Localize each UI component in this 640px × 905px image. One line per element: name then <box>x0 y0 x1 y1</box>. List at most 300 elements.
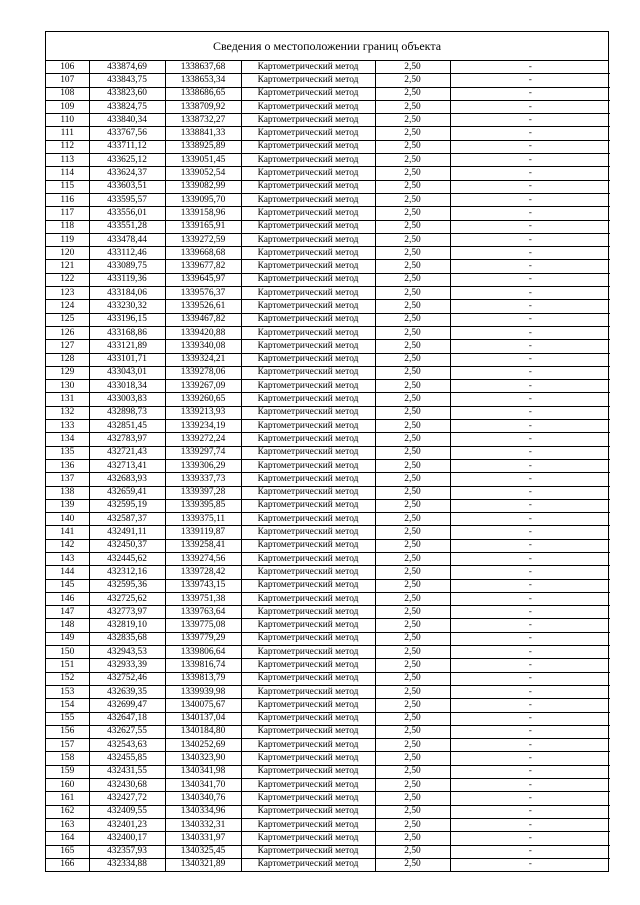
accuracy-cell: 2,50 <box>375 353 450 366</box>
point-number-cell: 160 <box>46 779 89 792</box>
accuracy-cell: 2,50 <box>375 406 450 419</box>
y-coordinate-cell: 1339165,91 <box>165 220 241 233</box>
table-row <box>46 685 610 698</box>
y-coordinate-cell: 1338653,34 <box>165 74 241 87</box>
y-coordinate-cell: 1339743,15 <box>165 579 241 592</box>
accuracy-cell: 2,50 <box>375 167 450 180</box>
description-cell: - <box>450 845 610 858</box>
y-coordinate-cell: 1339119,87 <box>165 526 241 539</box>
point-number-cell: 116 <box>46 193 89 206</box>
description-cell: - <box>450 513 610 526</box>
point-number-cell: 166 <box>46 858 89 871</box>
method-cell: Картометрический метод <box>241 646 375 659</box>
accuracy-cell: 2,50 <box>375 526 450 539</box>
point-number-cell: 153 <box>46 685 89 698</box>
method-cell: Картометрический метод <box>241 592 375 605</box>
point-number-cell: 132 <box>46 406 89 419</box>
y-coordinate-cell: 1339052,54 <box>165 167 241 180</box>
table-row <box>46 180 610 193</box>
y-coordinate-cell: 1339297,74 <box>165 446 241 459</box>
point-number-cell: 118 <box>46 220 89 233</box>
x-coordinate-cell: 433551,28 <box>89 220 165 233</box>
y-coordinate-cell: 1340325,45 <box>165 845 241 858</box>
y-coordinate-cell: 1339576,37 <box>165 287 241 300</box>
method-cell: Картометрический метод <box>241 420 375 433</box>
table-row <box>46 672 610 685</box>
description-cell: - <box>450 685 610 698</box>
x-coordinate-cell: 432445,62 <box>89 552 165 565</box>
table-row <box>46 393 610 406</box>
table-row <box>46 353 610 366</box>
description-cell: - <box>450 752 610 765</box>
accuracy-cell: 2,50 <box>375 393 450 406</box>
method-cell: Картометрический метод <box>241 858 375 871</box>
point-number-cell: 139 <box>46 499 89 512</box>
y-coordinate-cell: 1339340,08 <box>165 340 241 353</box>
x-coordinate-cell: 433603,51 <box>89 180 165 193</box>
method-cell: Картометрический метод <box>241 220 375 233</box>
table-row <box>46 473 610 486</box>
y-coordinate-cell: 1339095,70 <box>165 193 241 206</box>
accuracy-cell: 2,50 <box>375 247 450 260</box>
table-row <box>46 260 610 273</box>
method-cell: Картометрический метод <box>241 739 375 752</box>
x-coordinate-cell: 433230,32 <box>89 300 165 313</box>
method-cell: Картометрический метод <box>241 87 375 100</box>
point-number-cell: 109 <box>46 100 89 113</box>
accuracy-cell: 2,50 <box>375 193 450 206</box>
accuracy-cell: 2,50 <box>375 300 450 313</box>
point-number-cell: 156 <box>46 725 89 738</box>
x-coordinate-cell: 433119,36 <box>89 273 165 286</box>
accuracy-cell: 2,50 <box>375 818 450 831</box>
y-coordinate-cell: 1339260,65 <box>165 393 241 406</box>
table-row <box>46 805 610 818</box>
y-coordinate-cell: 1339234,19 <box>165 420 241 433</box>
x-coordinate-cell: 433196,15 <box>89 313 165 326</box>
x-coordinate-cell: 433478,44 <box>89 233 165 246</box>
table-row <box>46 619 610 632</box>
x-coordinate-cell: 433003,83 <box>89 393 165 406</box>
accuracy-cell: 2,50 <box>375 712 450 725</box>
table-row <box>46 220 610 233</box>
description-cell: - <box>450 725 610 738</box>
description-cell: - <box>450 247 610 260</box>
table-row <box>46 420 610 433</box>
y-coordinate-cell: 1338732,27 <box>165 114 241 127</box>
description-cell: - <box>450 659 610 672</box>
method-cell: Картометрический метод <box>241 632 375 645</box>
y-coordinate-cell: 1339375,11 <box>165 513 241 526</box>
y-coordinate-cell: 1339939,98 <box>165 685 241 698</box>
x-coordinate-cell: 432334,88 <box>89 858 165 871</box>
table-row <box>46 606 610 619</box>
x-coordinate-cell: 432713,41 <box>89 459 165 472</box>
point-number-cell: 138 <box>46 486 89 499</box>
description-cell: - <box>450 353 610 366</box>
accuracy-cell: 2,50 <box>375 273 450 286</box>
method-cell: Картометрический метод <box>241 779 375 792</box>
table-row <box>46 207 610 220</box>
y-coordinate-cell: 1340341,98 <box>165 765 241 778</box>
method-cell: Картометрический метод <box>241 832 375 845</box>
x-coordinate-cell: 433711,12 <box>89 140 165 153</box>
point-number-cell: 126 <box>46 326 89 339</box>
x-coordinate-cell: 432430,68 <box>89 779 165 792</box>
table-row <box>46 61 610 74</box>
point-number-cell: 110 <box>46 114 89 127</box>
method-cell: Картометрический метод <box>241 114 375 127</box>
y-coordinate-cell: 1339763,64 <box>165 606 241 619</box>
description-cell: - <box>450 233 610 246</box>
point-number-cell: 146 <box>46 592 89 605</box>
accuracy-cell: 2,50 <box>375 114 450 127</box>
x-coordinate-cell: 432851,45 <box>89 420 165 433</box>
x-coordinate-cell: 432491,11 <box>89 526 165 539</box>
y-coordinate-cell: 1339645,97 <box>165 273 241 286</box>
y-coordinate-cell: 1339728,42 <box>165 566 241 579</box>
x-coordinate-cell: 433843,75 <box>89 74 165 87</box>
table-row <box>46 127 610 140</box>
method-cell: Картометрический метод <box>241 672 375 685</box>
table-row <box>46 765 610 778</box>
point-number-cell: 112 <box>46 140 89 153</box>
description-cell: - <box>450 300 610 313</box>
x-coordinate-cell: 432409,55 <box>89 805 165 818</box>
accuracy-cell: 2,50 <box>375 140 450 153</box>
method-cell: Картометрический метод <box>241 207 375 220</box>
table-row <box>46 287 610 300</box>
x-coordinate-cell: 433101,71 <box>89 353 165 366</box>
table-row <box>46 433 610 446</box>
x-coordinate-cell: 432647,18 <box>89 712 165 725</box>
accuracy-cell: 2,50 <box>375 765 450 778</box>
table-row <box>46 100 610 113</box>
description-cell: - <box>450 260 610 273</box>
x-coordinate-cell: 433556,01 <box>89 207 165 220</box>
description-cell: - <box>450 619 610 632</box>
table-row <box>46 114 610 127</box>
y-coordinate-cell: 1338637,68 <box>165 61 241 74</box>
description-cell: - <box>450 539 610 552</box>
point-number-cell: 147 <box>46 606 89 619</box>
description-cell: - <box>450 140 610 153</box>
description-cell: - <box>450 526 610 539</box>
y-coordinate-cell: 1339272,24 <box>165 433 241 446</box>
x-coordinate-cell: 432639,35 <box>89 685 165 698</box>
x-coordinate-cell: 432431,55 <box>89 765 165 778</box>
x-coordinate-cell: 432427,72 <box>89 792 165 805</box>
y-coordinate-cell: 1339813,79 <box>165 672 241 685</box>
x-coordinate-cell: 432773,97 <box>89 606 165 619</box>
description-cell: - <box>450 632 610 645</box>
table-row <box>46 193 610 206</box>
accuracy-cell: 2,50 <box>375 725 450 738</box>
description-cell: - <box>450 832 610 845</box>
description-cell: - <box>450 273 610 286</box>
method-cell: Картометрический метод <box>241 247 375 260</box>
method-cell: Картометрический метод <box>241 818 375 831</box>
point-number-cell: 162 <box>46 805 89 818</box>
point-number-cell: 141 <box>46 526 89 539</box>
point-number-cell: 106 <box>46 61 89 74</box>
accuracy-cell: 2,50 <box>375 659 450 672</box>
accuracy-cell: 2,50 <box>375 180 450 193</box>
point-number-cell: 144 <box>46 566 89 579</box>
accuracy-cell: 2,50 <box>375 340 450 353</box>
accuracy-cell: 2,50 <box>375 233 450 246</box>
point-number-cell: 149 <box>46 632 89 645</box>
x-coordinate-cell: 433184,06 <box>89 287 165 300</box>
point-number-cell: 145 <box>46 579 89 592</box>
description-cell: - <box>450 779 610 792</box>
accuracy-cell: 2,50 <box>375 606 450 619</box>
table-row <box>46 552 610 565</box>
accuracy-cell: 2,50 <box>375 127 450 140</box>
table-row <box>46 699 610 712</box>
y-coordinate-cell: 1339051,45 <box>165 154 241 167</box>
table-body <box>46 61 610 871</box>
x-coordinate-cell: 432587,37 <box>89 513 165 526</box>
point-number-cell: 148 <box>46 619 89 632</box>
point-number-cell: 158 <box>46 752 89 765</box>
x-coordinate-cell: 432721,43 <box>89 446 165 459</box>
x-coordinate-cell: 432725,62 <box>89 592 165 605</box>
x-coordinate-cell: 433840,34 <box>89 114 165 127</box>
method-cell: Картометрический метод <box>241 260 375 273</box>
description-cell: - <box>450 100 610 113</box>
accuracy-cell: 2,50 <box>375 220 450 233</box>
y-coordinate-cell: 1339397,28 <box>165 486 241 499</box>
point-number-cell: 140 <box>46 513 89 526</box>
description-cell: - <box>450 287 610 300</box>
y-coordinate-cell: 1339779,29 <box>165 632 241 645</box>
x-coordinate-cell: 432943,53 <box>89 646 165 659</box>
point-number-cell: 155 <box>46 712 89 725</box>
accuracy-cell: 2,50 <box>375 446 450 459</box>
y-coordinate-cell: 1339751,38 <box>165 592 241 605</box>
point-number-cell: 151 <box>46 659 89 672</box>
x-coordinate-cell: 432683,93 <box>89 473 165 486</box>
method-cell: Картометрический метод <box>241 326 375 339</box>
description-cell: - <box>450 193 610 206</box>
y-coordinate-cell: 1339324,21 <box>165 353 241 366</box>
method-cell: Картометрический метод <box>241 61 375 74</box>
description-cell: - <box>450 74 610 87</box>
description-cell: - <box>450 220 610 233</box>
y-coordinate-cell: 1339278,06 <box>165 366 241 379</box>
accuracy-cell: 2,50 <box>375 592 450 605</box>
x-coordinate-cell: 432357,93 <box>89 845 165 858</box>
y-coordinate-cell: 1340252,69 <box>165 739 241 752</box>
point-number-cell: 136 <box>46 459 89 472</box>
table-row <box>46 499 610 512</box>
method-cell: Картометрический метод <box>241 167 375 180</box>
point-number-cell: 113 <box>46 154 89 167</box>
method-cell: Картометрический метод <box>241 499 375 512</box>
method-cell: Картометрический метод <box>241 154 375 167</box>
table-row <box>46 406 610 419</box>
coordinates-table <box>46 61 610 871</box>
y-coordinate-cell: 1339677,82 <box>165 260 241 273</box>
description-cell: - <box>450 380 610 393</box>
table-row <box>46 579 610 592</box>
accuracy-cell: 2,50 <box>375 779 450 792</box>
y-coordinate-cell: 1340075,67 <box>165 699 241 712</box>
method-cell: Картометрический метод <box>241 140 375 153</box>
description-cell: - <box>450 552 610 565</box>
x-coordinate-cell: 433767,56 <box>89 127 165 140</box>
point-number-cell: 125 <box>46 313 89 326</box>
x-coordinate-cell: 432450,37 <box>89 539 165 552</box>
method-cell: Картометрический метод <box>241 459 375 472</box>
x-coordinate-cell: 432752,46 <box>89 672 165 685</box>
method-cell: Картометрический метод <box>241 287 375 300</box>
table-row <box>46 326 610 339</box>
y-coordinate-cell: 1338925,89 <box>165 140 241 153</box>
accuracy-cell: 2,50 <box>375 473 450 486</box>
x-coordinate-cell: 432595,19 <box>89 499 165 512</box>
x-coordinate-cell: 433018,34 <box>89 380 165 393</box>
y-coordinate-cell: 1340340,76 <box>165 792 241 805</box>
description-cell: - <box>450 646 610 659</box>
table-row <box>46 140 610 153</box>
point-number-cell: 123 <box>46 287 89 300</box>
y-coordinate-cell: 1339267,09 <box>165 380 241 393</box>
point-number-cell: 154 <box>46 699 89 712</box>
y-coordinate-cell: 1340137,04 <box>165 712 241 725</box>
table-row <box>46 832 610 845</box>
y-coordinate-cell: 1340323,90 <box>165 752 241 765</box>
y-coordinate-cell: 1339274,56 <box>165 552 241 565</box>
y-coordinate-cell: 1340334,96 <box>165 805 241 818</box>
x-coordinate-cell: 433823,60 <box>89 87 165 100</box>
method-cell: Картометрический метод <box>241 805 375 818</box>
x-coordinate-cell: 432699,47 <box>89 699 165 712</box>
accuracy-cell: 2,50 <box>375 100 450 113</box>
y-coordinate-cell: 1339158,96 <box>165 207 241 220</box>
description-cell: - <box>450 340 610 353</box>
method-cell: Картометрический метод <box>241 473 375 486</box>
point-number-cell: 108 <box>46 87 89 100</box>
description-cell: - <box>450 672 610 685</box>
y-coordinate-cell: 1339306,29 <box>165 459 241 472</box>
method-cell: Картометрический метод <box>241 340 375 353</box>
method-cell: Картометрический метод <box>241 353 375 366</box>
accuracy-cell: 2,50 <box>375 619 450 632</box>
description-cell: - <box>450 393 610 406</box>
method-cell: Картометрический метод <box>241 180 375 193</box>
y-coordinate-cell: 1340321,89 <box>165 858 241 871</box>
table-row <box>46 845 610 858</box>
point-number-cell: 107 <box>46 74 89 87</box>
x-coordinate-cell: 433043,01 <box>89 366 165 379</box>
method-cell: Картометрический метод <box>241 845 375 858</box>
accuracy-cell: 2,50 <box>375 685 450 698</box>
accuracy-cell: 2,50 <box>375 646 450 659</box>
method-cell: Картометрический метод <box>241 313 375 326</box>
description-cell: - <box>450 420 610 433</box>
accuracy-cell: 2,50 <box>375 380 450 393</box>
x-coordinate-cell: 432400,17 <box>89 832 165 845</box>
table-row <box>46 87 610 100</box>
method-cell: Картометрический метод <box>241 513 375 526</box>
method-cell: Картометрический метод <box>241 552 375 565</box>
method-cell: Картометрический метод <box>241 566 375 579</box>
table-row <box>46 646 610 659</box>
accuracy-cell: 2,50 <box>375 207 450 220</box>
description-cell: - <box>450 433 610 446</box>
y-coordinate-cell: 1338686,65 <box>165 87 241 100</box>
y-coordinate-cell: 1339258,41 <box>165 539 241 552</box>
description-cell: - <box>450 699 610 712</box>
method-cell: Картометрический метод <box>241 752 375 765</box>
description-cell: - <box>450 61 610 74</box>
x-coordinate-cell: 433624,37 <box>89 167 165 180</box>
y-coordinate-cell: 1339775,08 <box>165 619 241 632</box>
description-cell: - <box>450 579 610 592</box>
point-number-cell: 130 <box>46 380 89 393</box>
accuracy-cell: 2,50 <box>375 845 450 858</box>
table-row <box>46 273 610 286</box>
accuracy-cell: 2,50 <box>375 805 450 818</box>
table-row <box>46 167 610 180</box>
accuracy-cell: 2,50 <box>375 739 450 752</box>
x-coordinate-cell: 433874,69 <box>89 61 165 74</box>
point-number-cell: 115 <box>46 180 89 193</box>
table-row <box>46 313 610 326</box>
point-number-cell: 129 <box>46 366 89 379</box>
y-coordinate-cell: 1339526,61 <box>165 300 241 313</box>
method-cell: Картометрический метод <box>241 579 375 592</box>
description-cell: - <box>450 207 610 220</box>
accuracy-cell: 2,50 <box>375 858 450 871</box>
table-row <box>46 459 610 472</box>
method-cell: Картометрический метод <box>241 127 375 140</box>
y-coordinate-cell: 1339337,73 <box>165 473 241 486</box>
table-row <box>46 366 610 379</box>
point-number-cell: 117 <box>46 207 89 220</box>
y-coordinate-cell: 1339420,88 <box>165 326 241 339</box>
y-coordinate-cell: 1339806,64 <box>165 646 241 659</box>
x-coordinate-cell: 432898,73 <box>89 406 165 419</box>
table-title: Сведения о местоположении границ объекта <box>46 32 608 61</box>
x-coordinate-cell: 432659,41 <box>89 486 165 499</box>
x-coordinate-cell: 432933,39 <box>89 659 165 672</box>
y-coordinate-cell: 1338841,33 <box>165 127 241 140</box>
y-coordinate-cell: 1340331,97 <box>165 832 241 845</box>
x-coordinate-cell: 432312,16 <box>89 566 165 579</box>
table-row <box>46 539 610 552</box>
table-row <box>46 446 610 459</box>
table-row <box>46 300 610 313</box>
accuracy-cell: 2,50 <box>375 287 450 300</box>
method-cell: Картометрический метод <box>241 712 375 725</box>
point-number-cell: 143 <box>46 552 89 565</box>
accuracy-cell: 2,50 <box>375 552 450 565</box>
accuracy-cell: 2,50 <box>375 513 450 526</box>
description-cell: - <box>450 592 610 605</box>
x-coordinate-cell: 432543,63 <box>89 739 165 752</box>
point-number-cell: 157 <box>46 739 89 752</box>
table-row <box>46 154 610 167</box>
x-coordinate-cell: 432819,10 <box>89 619 165 632</box>
table-row <box>46 380 610 393</box>
point-number-cell: 165 <box>46 845 89 858</box>
table-row <box>46 752 610 765</box>
x-coordinate-cell: 432401,23 <box>89 818 165 831</box>
x-coordinate-cell: 433595,57 <box>89 193 165 206</box>
